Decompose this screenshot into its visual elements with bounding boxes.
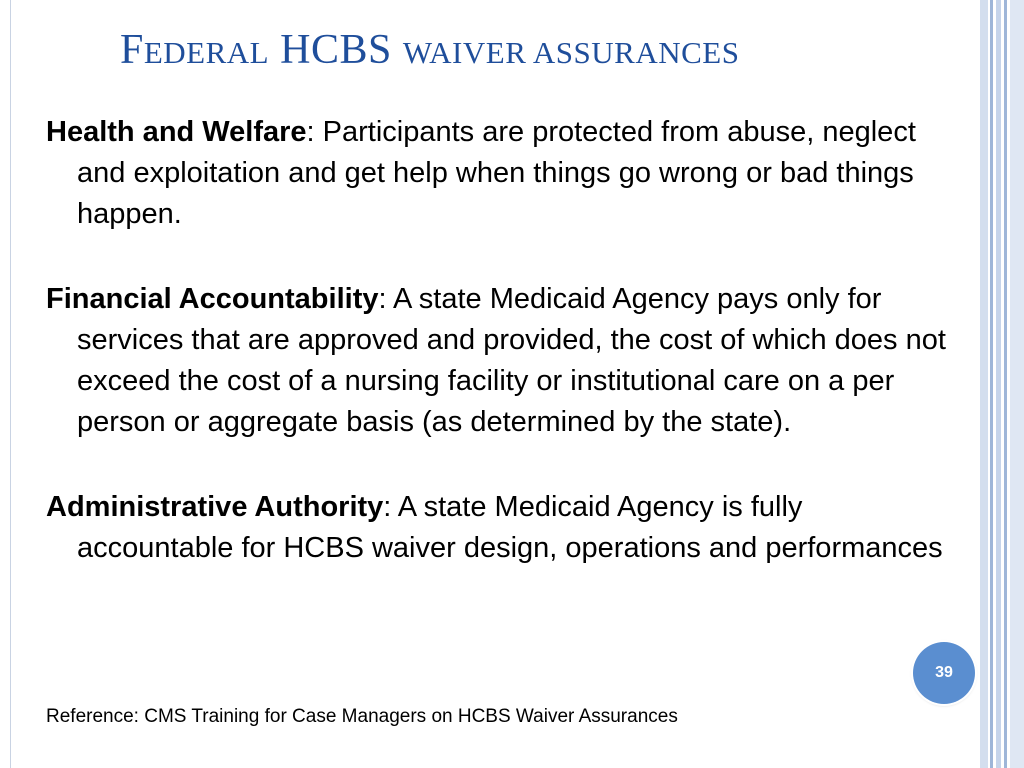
left-border (0, 0, 11, 768)
title-hcbs: HCBS (280, 27, 392, 73)
reference-note: Reference: CMS Training for Case Managers on HCBS Waiver Assurances (46, 706, 678, 727)
title-federal: EDERAL (143, 35, 270, 70)
title-waiver-assurances: WAIVER ASSURANCES (402, 35, 740, 70)
content (46, 112, 946, 613)
assurance-term: Financial Accountability (46, 283, 379, 315)
right-decorative-border (980, 0, 1024, 768)
assurance-definition: : Participants are protected from abuse, neglect and exploitation and get help when things go wrong or bad things happen. (77, 116, 916, 230)
assurance-term: Administrative Authority (46, 491, 384, 523)
page-number-badge: 39 (913, 642, 975, 704)
assurance-definition: : A state Medicaid Agency pays only for services that are approved and provided, the cost of which does not exceed the cost of a nursing facility or institutional care on a per person or aggregate basis (as determined by the state). (77, 283, 946, 438)
assurance-term: Health and Welfare (46, 116, 307, 148)
slide-title (120, 26, 920, 74)
assurance-item (46, 487, 946, 569)
assurance-item (46, 112, 946, 235)
assurance-definition: : A state Medicaid Agency is fully accountable for HCBS waiver design, operations and performances (77, 491, 943, 564)
assurance-item (46, 279, 946, 443)
title-initial: F (120, 27, 144, 73)
